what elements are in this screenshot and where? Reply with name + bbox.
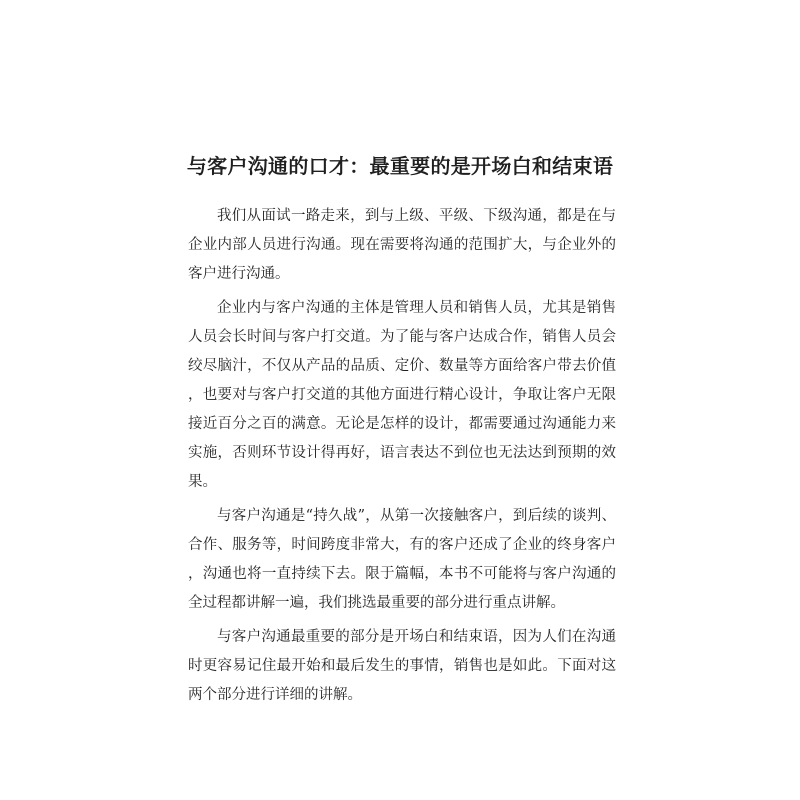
body-text xyxy=(188,202,616,715)
paragraph-1: 我们从面试一路走来，到与上级、平级、下级沟通，都是在与企业内部人员进行沟通。现在需要将沟通的范围扩大，与企业外的客户进行沟通。 xyxy=(188,208,616,282)
paragraph-2: 企业内与客户沟通的主体是管理人员和销售人员，尤其是销售人员会长时间与客户打交道。为了能与客户达成合作，销售人员会绞尽脑汁，不仅从产品的品质、定价、数量等方面给客户带去价值，也要对与客户打交道的其他方面进行精心设计，争取让客户无限接近百分之百的满意。无论是怎样的设计，都需要通过沟通能力来实施，否则环节设计得再好，语言表达不到位也无法达到预期的效果。 xyxy=(188,300,616,490)
paragraph-4: 与客户沟通最重要的部分是开场白和结束语，因为人们在沟通时更容易记住最开始和最后发生的事情，销售也是如此。下面对这两个部分进行详细的讲解。 xyxy=(188,629,616,703)
paragraph-3: 与客户沟通是“持久战”，从第一次接触客户，到后续的谈判、合作、服务等，时间跨度非常大，有的客户还成了企业的终身客户，沟通也将一直持续下去。限于篇幅，本书不可能将与客户沟通的全过程都讲解一遍，我们挑选最重要的部分进行重点讲解。 xyxy=(188,508,616,611)
page-title: 与客户沟通的口才：最重要的是开场白和结束语 xyxy=(186,154,614,179)
